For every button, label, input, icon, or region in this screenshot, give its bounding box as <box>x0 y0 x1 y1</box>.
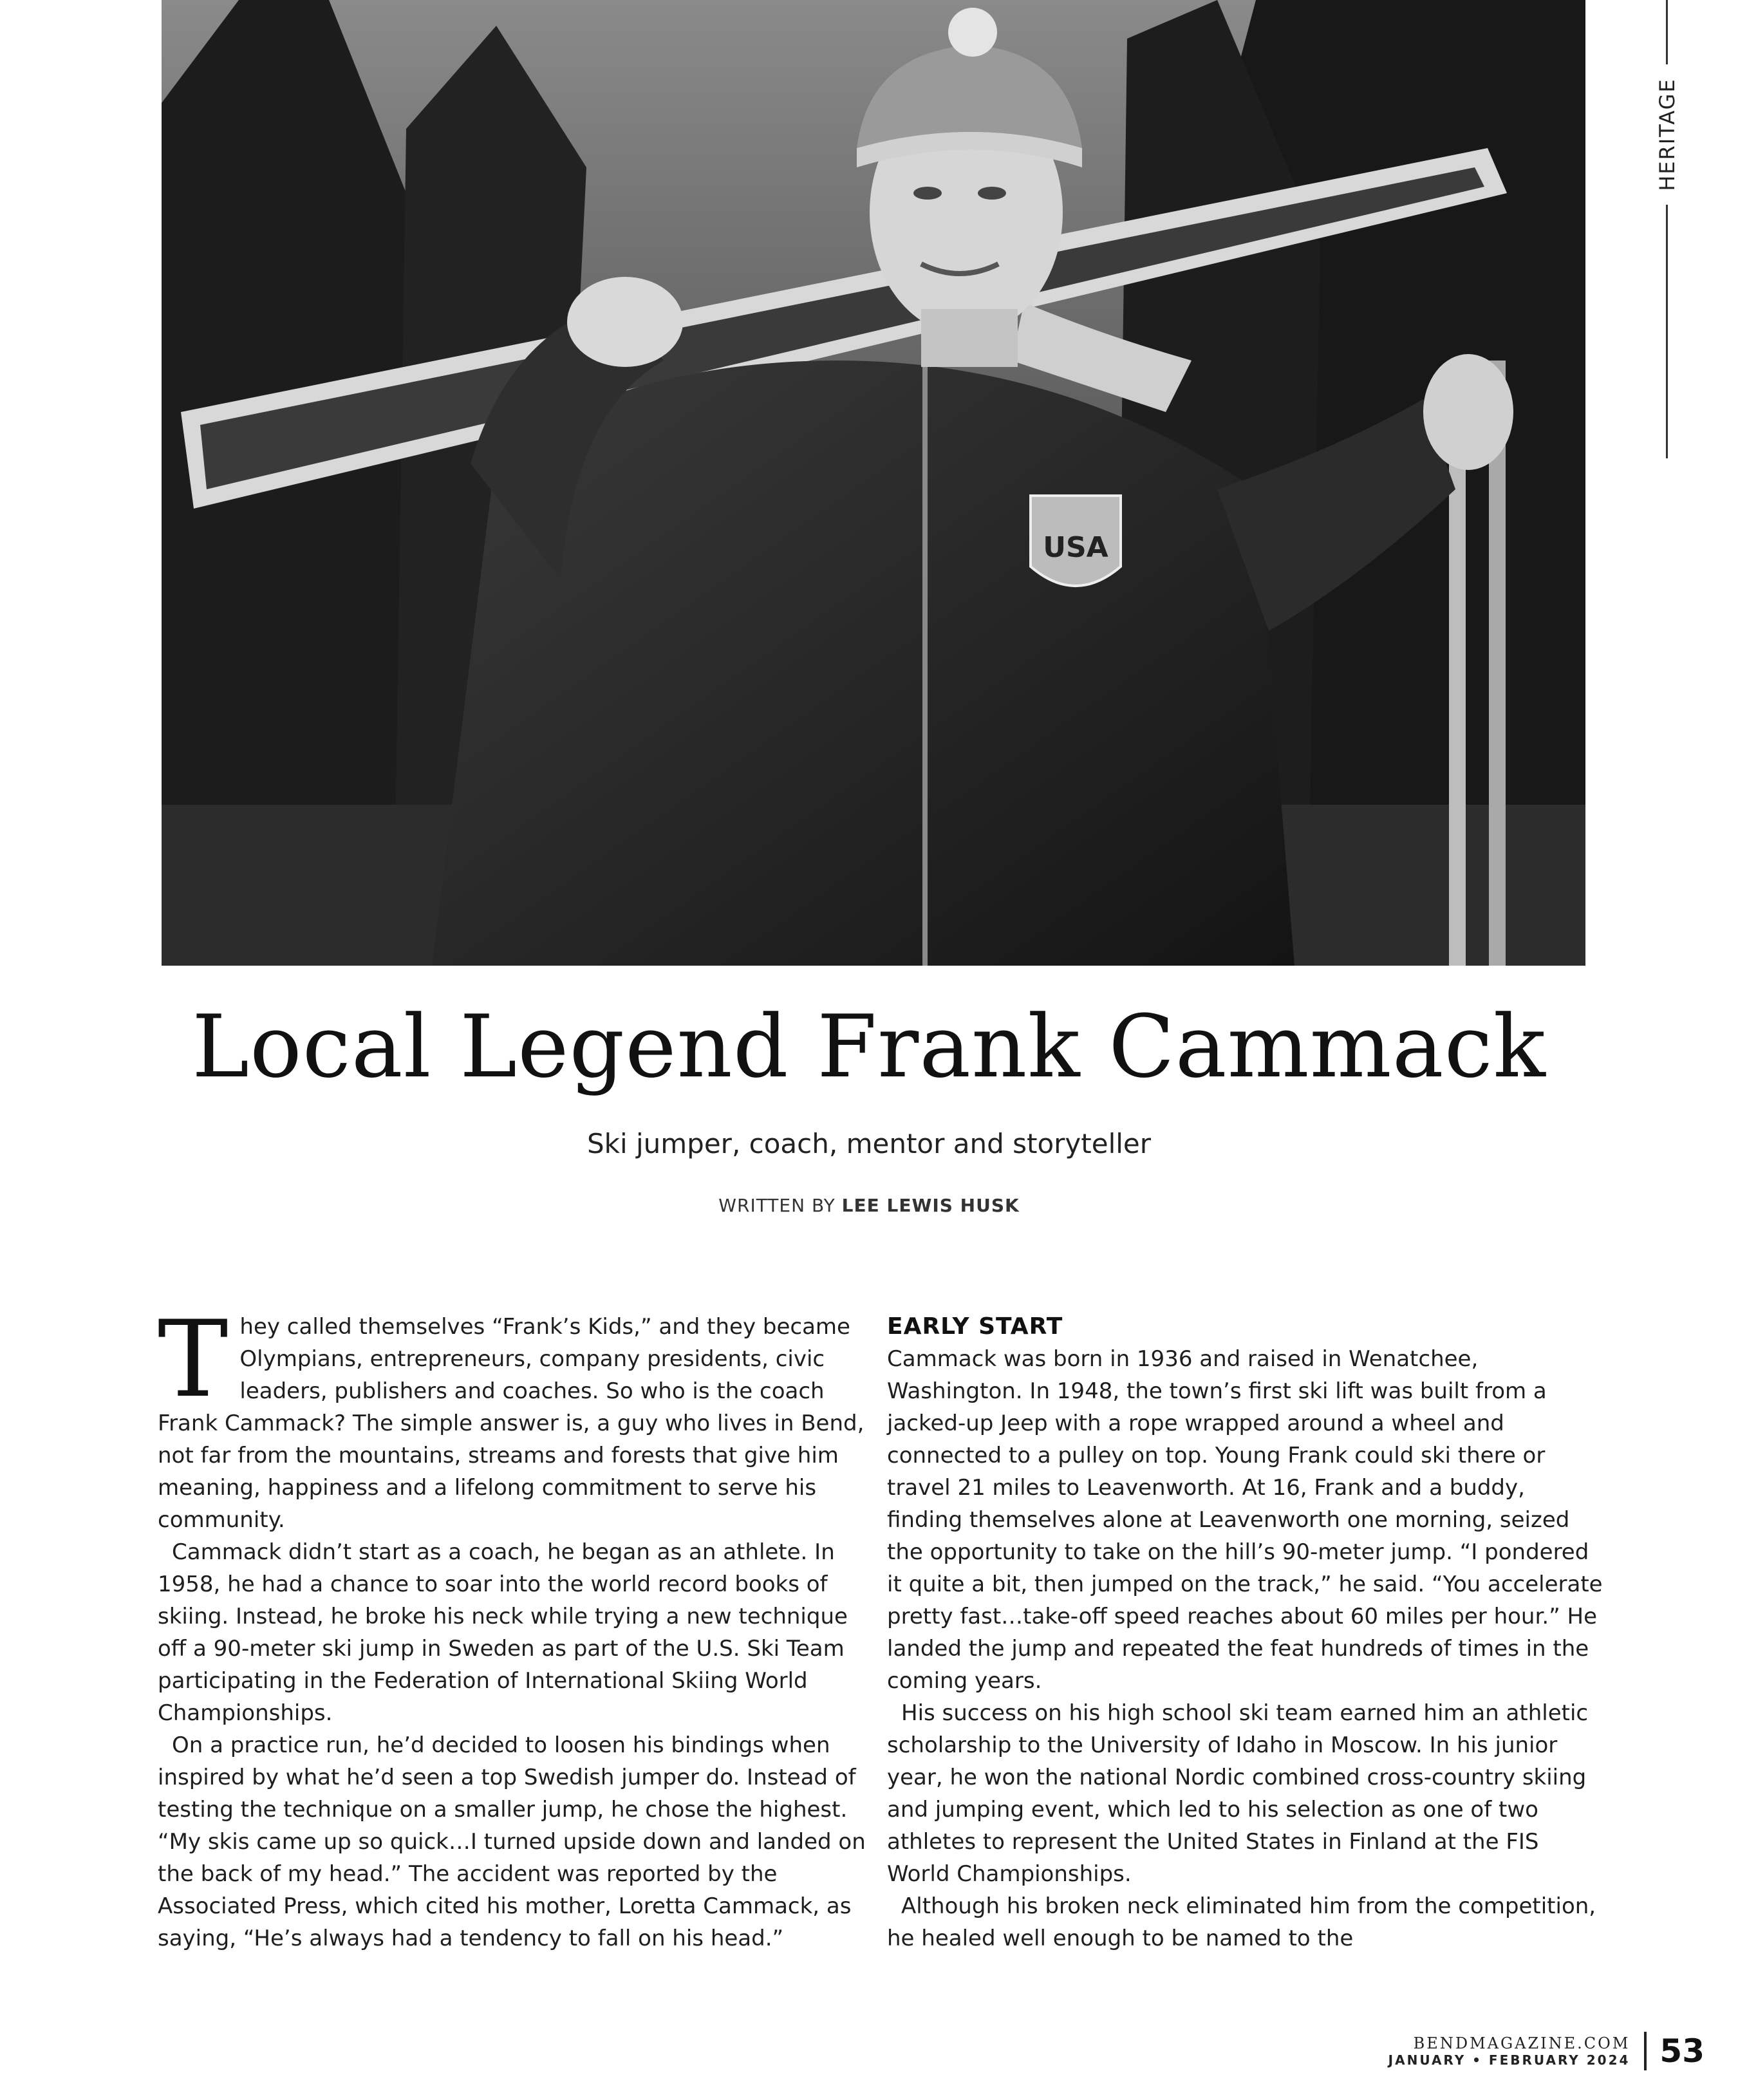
byline-prefix: WRITTEN BY <box>718 1195 836 1216</box>
footer-divider <box>1644 2032 1647 2070</box>
ski-jumper-photo <box>162 0 1585 966</box>
section-rule-top <box>1666 0 1668 64</box>
footer-issue: JANUARY • FEBRUARY 2024 <box>1388 2052 1631 2068</box>
footer-text <box>1388 2034 1631 2068</box>
article-byline <box>0 1195 1738 1216</box>
paragraph-1 <box>158 1298 875 1536</box>
section-tag <box>1648 76 1687 193</box>
drop-cap: T <box>158 1298 229 1421</box>
section-heading-early-start: EARLY START <box>887 1313 1063 1340</box>
section-rule <box>1666 205 1668 458</box>
left-column <box>158 1298 875 1955</box>
hero-photo <box>162 0 1585 966</box>
usa-patch-text: USA <box>1043 531 1108 564</box>
article-headline: Local Legend Frank Cammack <box>192 997 1546 1097</box>
page-footer <box>1388 2032 1705 2070</box>
byline-author: LEE LEWIS HUSK <box>841 1195 1020 1216</box>
right-column <box>887 1311 1605 1955</box>
paragraph-4: Cammack was born in 1936 and raised in Wenatchee, Washington. In 1948, the town’s first ski lift was built from a jacked-up Jeep with a rope wrapped around a wheel and connected to a pulley on top. Young Frank could ski there or travel 21 miles to Leavenworth. At 16, Frank and a buddy, finding themselves alone at Leavenworth one morning, seized the opportunity to take on the hill’s 90-meter jump. “I pondered it quite a bit, then jumped on the track,” he said. “You accelerate pretty fast…take-off speed reaches about 60 miles per hour.” He landed the jump and repeated the feat hundreds of times in the coming years. <box>887 1346 1603 1694</box>
section-label: HERITAGE <box>1655 78 1679 191</box>
paragraph-6: Although his broken neck eliminated him from the competition, he healed well enough to be named to the <box>887 1893 1596 1951</box>
paragraph-2: Cammack didn’t start as a coach, he began as an athlete. In 1958, he had a chance to soar into the world record books of skiing. Instead, he broke his neck while trying a new technique off a 90-meter ski jump in Sweden as part of the U.S. Ski Team participating in the Federation of International Skiing World Championships. <box>158 1539 848 1726</box>
footer-site: BENDMAGAZINE.COM <box>1413 2034 1631 2052</box>
article-subhead: Ski jumper, coach, mentor and storyteller <box>586 1128 1152 1159</box>
paragraph-1-text: hey called themselves “Frank’s Kids,” and they became Olympians, entrepreneurs, company presidents, civic leaders, publishers and coaches. So who is the coach Frank Cammack? The simple answer is, a guy who lives in Bend, not far from the mountains, streams and forests that give him meaning, happiness and a lifelong commitment to serve his community. <box>158 1314 864 1533</box>
paragraph-5: His success on his high school ski team earned him an athletic scholarship to the University of Idaho in Moscow. In his junior year, he won the national Nordic combined cross-country skiing and jumping event, which led to his selection as one of two athletes to represent the United States in Finland at the FIS World Championships. <box>887 1700 1589 1887</box>
page-number: 53 <box>1659 2032 1705 2070</box>
paragraph-3: On a practice run, he’d decided to loosen his bindings when inspired by what he’d seen a top Swedish jumper do. Instead of testing the technique on a smaller jump, he chose the highest. “My skis came up so quick…I turned upside down and landed on the back of my head.” The accident was reported by the Associated Press, which cited his mother, Loretta Cammack, as saying, “He’s always had a tendency to fall on his head.” <box>158 1732 866 1951</box>
